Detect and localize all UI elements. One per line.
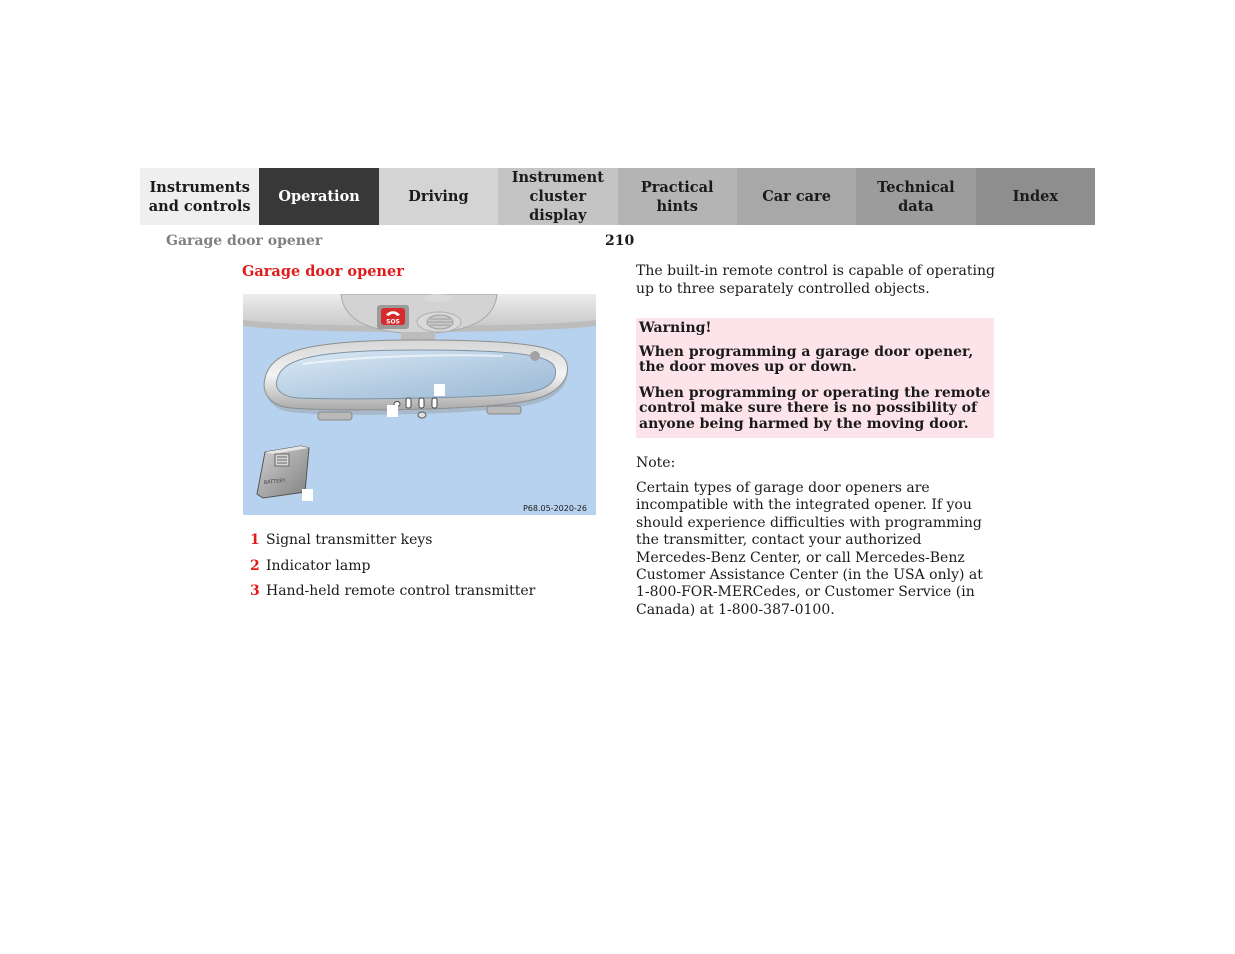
warning-box	[636, 318, 994, 438]
tab-index[interactable]: Index	[976, 168, 1095, 225]
legend-number: 1	[250, 532, 260, 548]
warning-text: When programming or operating the remote control make sure there is no possibility of anyone being harmed by the moving door.	[639, 384, 991, 432]
intro-paragraph: The built-in remote control is capable of operating up to three separately controlled objects.	[636, 263, 995, 297]
running-title: Garage door opener	[166, 233, 323, 249]
warning-text: When programming a garage door opener, the door moves up or down.	[639, 343, 974, 375]
legend-text: Signal transmitter keys	[266, 532, 433, 548]
legend-item	[250, 583, 610, 609]
callout-marker	[387, 405, 398, 417]
tab-technical-data[interactable]: Technical data	[856, 168, 975, 225]
legend-item	[250, 558, 610, 584]
legend-number: 2	[250, 557, 260, 574]
legend-text: Hand-held remote control transmitter	[266, 583, 536, 599]
tab-operation[interactable]: Operation	[259, 168, 378, 225]
note-text: Certain types of garage door openers are incompatible with the integrated opener. If you should experience difficulties with programming the transmitter, contact your authorized Mercedes-Benz Center, or call Mercedes-Benz Customer Assistance Center (in the USA only) at 1-800-FOR-MERCedes, or Customer Service (in Canada) at 1-800-387-0100.	[636, 480, 983, 618]
tab-instrument-cluster-display[interactable]: Instrument cluster display	[498, 168, 617, 225]
legend-number: 3	[250, 583, 260, 599]
tab-instruments-and-controls[interactable]: Instruments and controls	[140, 168, 259, 225]
tab-practical-hints[interactable]: Practical hints	[618, 168, 737, 225]
mirror-illustration	[243, 294, 596, 515]
callout-marker	[434, 384, 445, 396]
legend-item	[250, 532, 610, 558]
figure-legend	[250, 532, 610, 609]
page-number: 210	[605, 233, 635, 249]
callout-marker	[302, 489, 313, 501]
legend-text: Indicator lamp	[266, 557, 371, 574]
tab-car-care[interactable]: Car care	[737, 168, 856, 225]
note-label: Note:	[636, 455, 676, 471]
figure-code: P68.05-2020-26	[522, 504, 587, 513]
battery-label: BATTERY	[263, 477, 286, 486]
tab-driving[interactable]: Driving	[379, 168, 498, 225]
sos-label: SOS	[386, 318, 400, 326]
section-title: Garage door opener	[242, 263, 404, 280]
chapter-nav	[140, 168, 1095, 225]
warning-title: Warning!	[639, 320, 712, 336]
